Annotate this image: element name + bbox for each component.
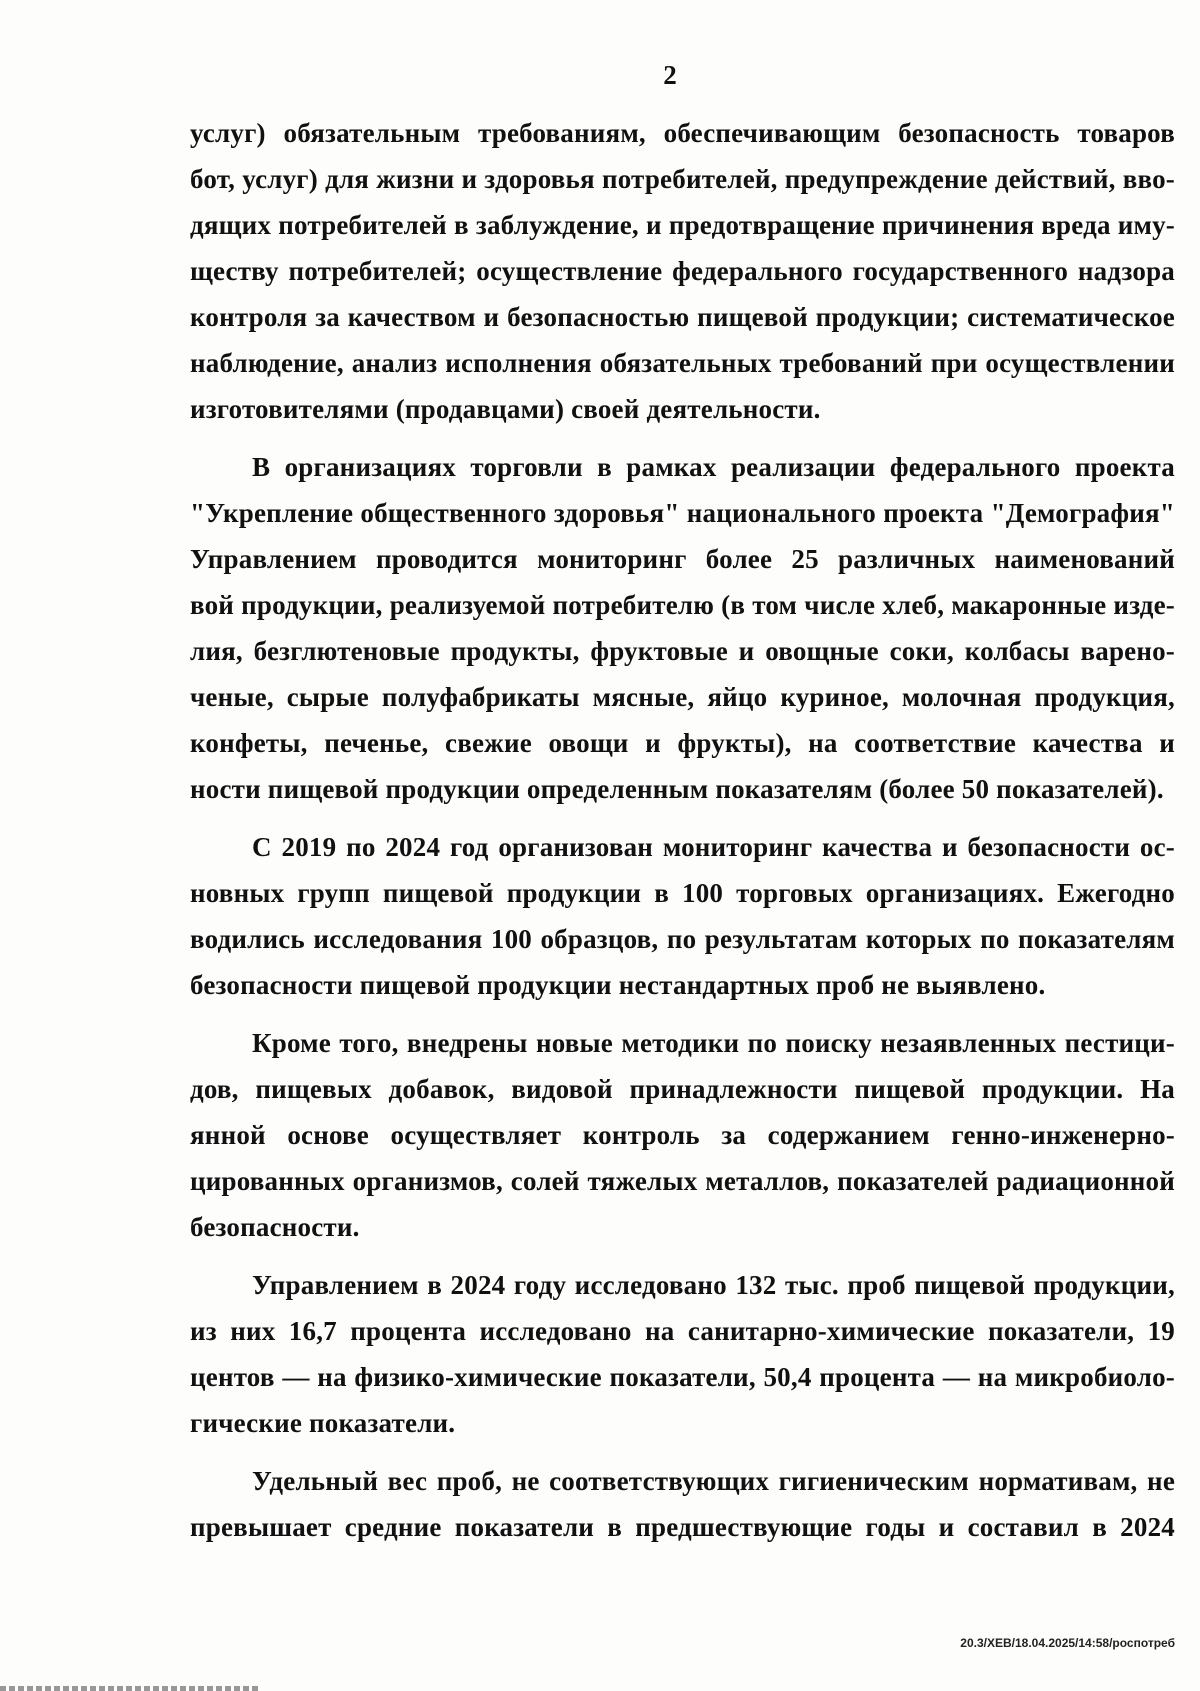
text-line: ществу потребителей; осуществление федерального государственного надзора	[190, 256, 1175, 286]
text-line: ности пищевой продукции определенным показателям (более 50 показателей).	[190, 774, 1164, 804]
text-line: превышает средние показатели в предшествующие годы и составил в 2024	[190, 1512, 1175, 1542]
text-line: безопасности пищевой продукции нестандартных проб не выявлено.	[190, 970, 1046, 1000]
text-line: лия, безглютеновые продукты, фруктовые и овощные соки, колбасы варено-	[190, 636, 1175, 666]
text-line: гические показатели.	[190, 1408, 456, 1438]
text-line: Кроме того, внедрены новые методики по поиску незаявленных пестици-	[252, 1028, 1175, 1058]
scan-artifact	[0, 1686, 260, 1691]
text-line: конфеты, печенье, свежие овощи и фрукты), на соответствие качества и	[190, 728, 1175, 758]
text-line: из них 16,7 процента исследовано на санитарно-химические показатели, 19	[190, 1316, 1175, 1346]
text-line: С 2019 по 2024 год организован мониторинг качества и безопасности ос-	[252, 832, 1175, 862]
text-line: бот, услуг) для жизни и здоровья потребителей, предупреждение действий, вво-	[190, 164, 1175, 194]
page-number: 2	[663, 60, 677, 90]
text-line: безопасности.	[190, 1212, 360, 1242]
text-line: Управлением в 2024 году исследовано 132 тыс. проб пищевой продукции,	[252, 1270, 1175, 1300]
text-line: цированных организмов, солей тяжелых металлов, показателей радиационной	[190, 1166, 1175, 1196]
text-line: В организациях торговли в рамках реализации федерального проекта	[252, 452, 1175, 482]
text-line: наблюдение, анализ исполнения обязательных требований при осуществлении	[190, 348, 1175, 378]
text-line: центов — на физико-химические показатели, 50,4 процента — на микробиоло-	[190, 1362, 1175, 1392]
text-line: "Укрепление общественного здоровья" национального проекта "Демография"	[190, 498, 1175, 528]
text-line: Управлением проводится мониторинг более 25 различных наименований	[190, 544, 1175, 574]
document-registration-code: 20.3/ХЕВ/18.04.2025/14:58/роспотреб	[960, 1636, 1175, 1650]
text-line: вой продукции, реализуемой потребителю (в том числе хлеб, макаронные изде-	[190, 590, 1175, 620]
text-line: новных групп пищевой продукции в 100 торговых организациях. Ежегодно	[190, 878, 1175, 908]
text-line: услуг) обязательным требованиям, обеспечивающим безопасность товаров	[190, 118, 1175, 148]
text-line: дов, пищевых добавок, видовой принадлежности пищевой продукции. На	[190, 1074, 1175, 1104]
text-line: контроля за качеством и безопасностью пищевой продукции; систематическое	[190, 302, 1175, 332]
text-line: дящих потребителей в заблуждение, и предотвращение причинения вреда иму-	[190, 210, 1175, 240]
text-line: Удельный вес проб, не соответствующих гигиеническим нормативам, не	[252, 1466, 1175, 1496]
document-body	[190, 110, 1175, 1550]
text-line: янной основе осуществляет контроль за содержанием генно-инженерно-	[190, 1120, 1175, 1150]
text-line: водились исследования 100 образцов, по результатам которых по показателям	[190, 924, 1175, 954]
text-line: ченые, сырые полуфабрикаты мясные, яйцо куриное, молочная продукция,	[190, 682, 1175, 712]
text-line: изготовителями (продавцами) своей деятельности.	[190, 394, 821, 424]
